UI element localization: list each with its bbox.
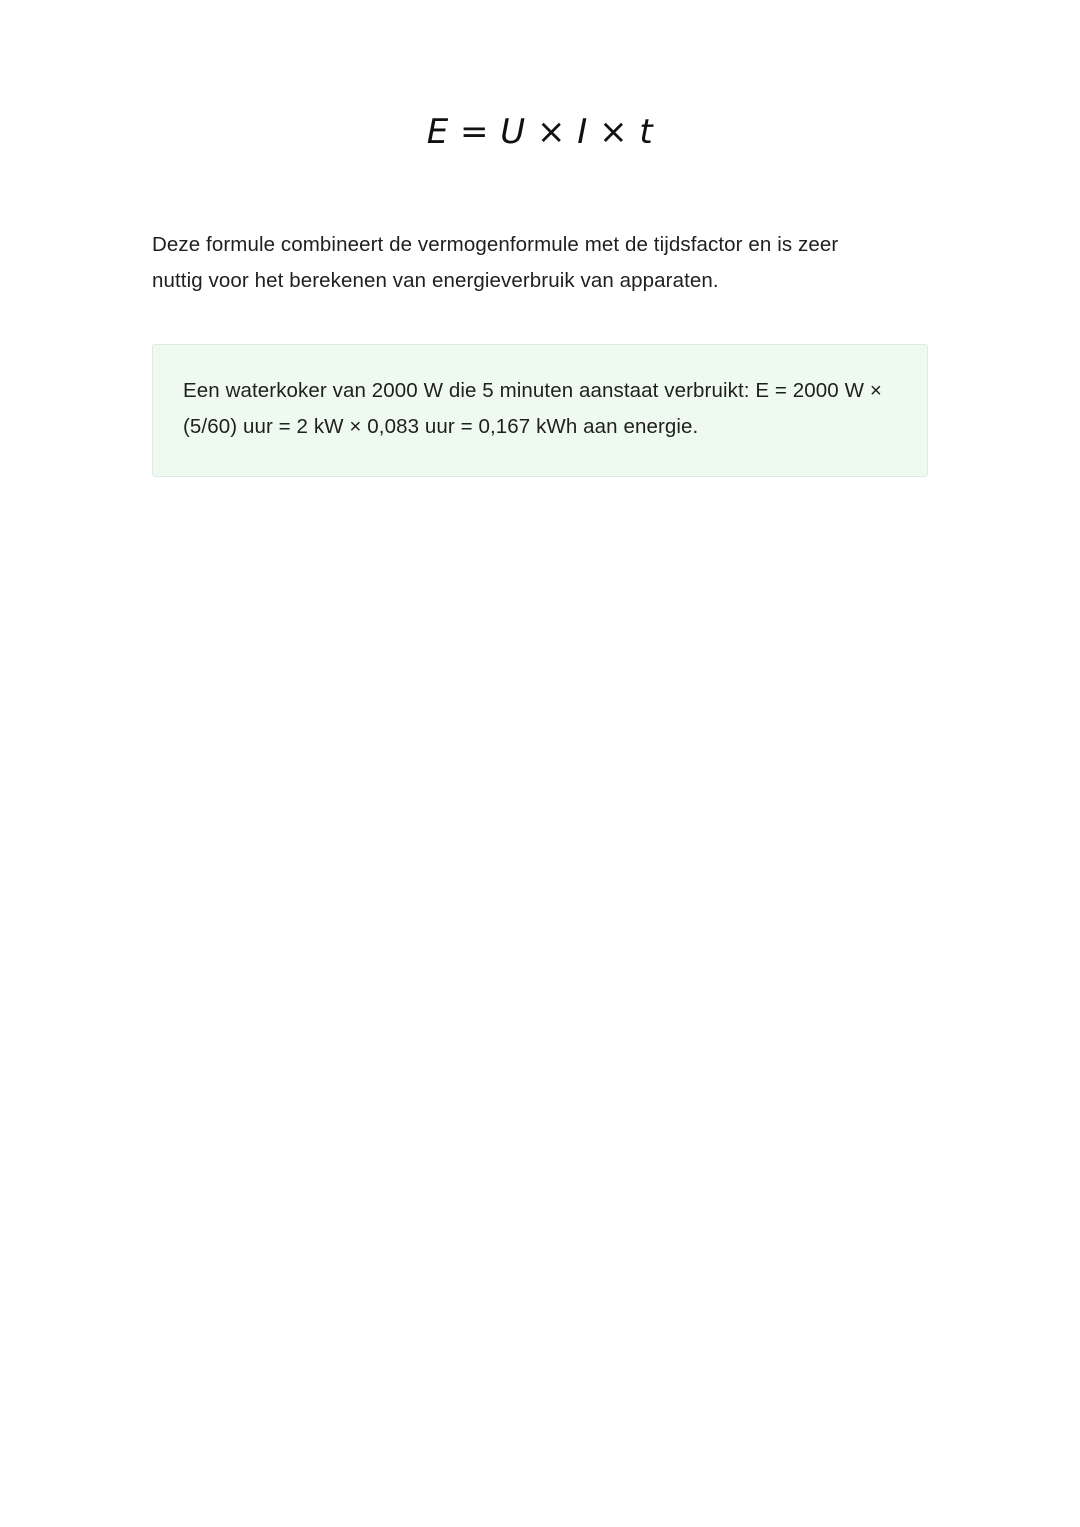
example-callout-text: Een waterkoker van 2000 W die 5 minuten aanstaat verbruikt: E = 2000 W × (5/60) uur = 2 kW × 0,083 uur = 0,167 kWh aan energie. xyxy=(183,378,882,439)
formula-display: E = U × I × t xyxy=(426,112,654,152)
body-paragraph: Deze formule combineert de vermogenformule met de tijdsfactor en is zeer nuttig voor het berekenen van energieverbruik van apparaten. xyxy=(152,232,839,293)
example-callout xyxy=(152,344,928,477)
